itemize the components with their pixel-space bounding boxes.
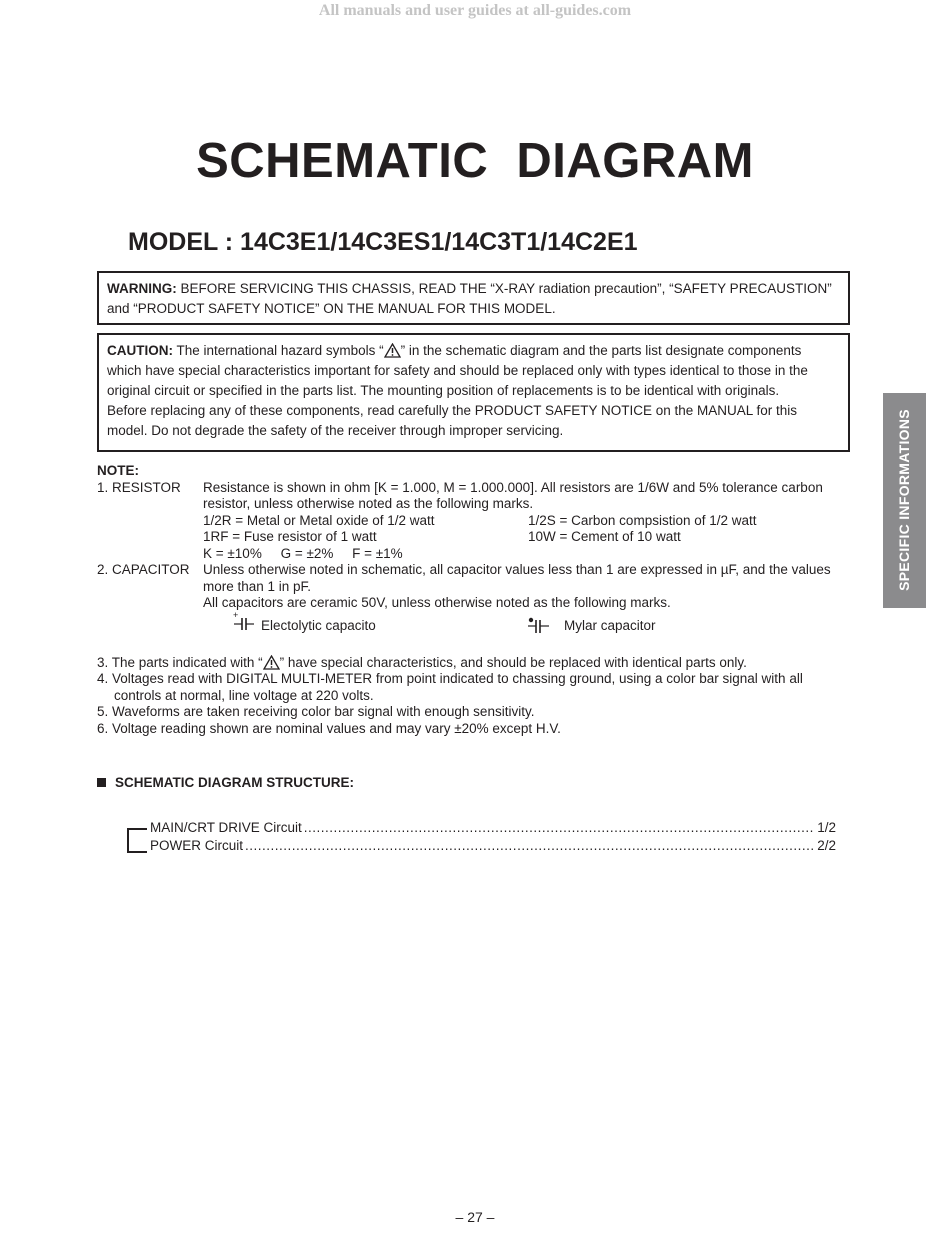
warning-label: WARNING:	[107, 281, 177, 296]
svg-text:+: +	[233, 611, 239, 620]
side-tab	[883, 393, 926, 608]
toc-item-page: 1/2	[817, 820, 836, 835]
resistor-tolerance: K = ±10% G = ±2% F = ±1%	[203, 546, 403, 561]
hazard-triangle-icon	[263, 655, 280, 670]
toc-item-label: MAIN/CRT DRIVE Circuit	[150, 820, 302, 835]
caution-line-4: Before replacing any of these components, read carefully the PRODUCT SAFETY NOTICE on the MANUAL for this	[107, 403, 798, 418]
model-heading: MODEL : 14C3E1/14C3ES1/14C3T1/14C2E1	[128, 228, 638, 256]
page-number: – 27 –	[455, 1209, 495, 1225]
toc-item-main-crt[interactable]	[150, 820, 836, 835]
caution-line-1: CAUTION: The international hazard symbols “ ” in the schematic diagram and the parts list designate components	[107, 343, 802, 358]
mylar-capacitor-icon	[527, 616, 551, 634]
capacitor-line-3: All capacitors are ceramic 50V, unless otherwise noted as the following marks.	[203, 595, 671, 610]
resistor-mark-3: 1RF = Fuse resistor of 1 watt	[203, 529, 377, 544]
resistor-line-2: resistor, unless otherwise noted as the following marks.	[203, 496, 534, 511]
toc-bracket	[127, 828, 147, 853]
note-item-5: 5. Waveforms are taken receiving color bar signal with enough sensitivity.	[97, 704, 535, 719]
toc-leader	[304, 820, 815, 835]
page-title: SCHEMATIC DIAGRAM	[196, 134, 754, 188]
warning-line-2: and “PRODUCT SAFETY NOTICE” ON THE MANUAL FOR THIS MODEL.	[107, 301, 556, 316]
note-item-3: 3. The parts indicated with “ ” have special characteristics, and should be replaced with identical parts only.	[97, 655, 747, 670]
caution-line-3: original circuit or specified in the parts list. The mounting position of replacements is to be identical with originals.	[107, 383, 780, 398]
hazard-triangle-icon	[384, 343, 401, 358]
warning-line-1: WARNING: BEFORE SERVICING THIS CHASSIS, READ THE “X-RAY radiation precaution”, “SAFETY PRECAUSTION”	[107, 281, 832, 296]
note-heading: NOTE:	[97, 463, 139, 478]
structure-heading: SCHEMATIC DIAGRAM STRUCTURE:	[115, 775, 354, 790]
resistor-mark-2: 1/2S = Carbon compsistion of 1/2 watt	[528, 513, 757, 528]
resistor-label: 1. RESISTOR	[97, 480, 181, 495]
side-tab-label: SPECIFIC INFORMATIONS	[896, 409, 912, 591]
toc-leader	[245, 838, 815, 853]
note-item-4-line-2: controls at normal, line voltage at 220 volts.	[114, 688, 374, 703]
toc-item-power[interactable]	[150, 838, 836, 853]
warning-box	[97, 271, 850, 325]
resistor-line-1: Resistance is shown in ohm [K = 1.000, M = 1.000.000]. All resistors are 1/6W and 5% tolerance carbon	[203, 480, 823, 495]
resistor-mark-1: 1/2R = Metal or Metal oxide of 1/2 watt	[203, 513, 435, 528]
capacitor-line-1: Unless otherwise noted in schematic, all capacitor values less than 1 are expressed in µF, and the values	[203, 562, 831, 577]
note-item-4-line-1: 4. Voltages read with DIGITAL MULTI-METER from point indicated to chassing ground, using a color bar signal with all	[97, 671, 803, 686]
caution-label: CAUTION:	[107, 343, 173, 358]
note-item-6: 6. Voltage reading shown are nominal values and may vary ±20% except H.V.	[97, 721, 561, 736]
toc-item-page: 2/2	[817, 838, 836, 853]
watermark: All manuals and user guides at all-guides.com	[318, 2, 632, 19]
caution-box	[97, 333, 850, 452]
capacitor-line-2: more than 1 in pF.	[203, 579, 312, 594]
electrolytic-capacitor-icon	[232, 611, 258, 631]
caution-line-5: model. Do not degrade the safety of the receiver through improper servicing.	[107, 423, 564, 438]
toc-item-label: POWER Circuit	[150, 838, 244, 853]
capacitor-label: 2. CAPACITOR	[97, 562, 190, 577]
mylar-label: Mylar capacitor	[564, 618, 656, 633]
caution-line-2: which have special characteristics important for safety and should be replaced only with types identical to those in the	[107, 363, 808, 378]
square-bullet-icon	[97, 778, 106, 787]
electrolytic-label: Electolytic capacito	[261, 618, 376, 633]
resistor-mark-4: 10W = Cement of 10 watt	[528, 529, 681, 544]
